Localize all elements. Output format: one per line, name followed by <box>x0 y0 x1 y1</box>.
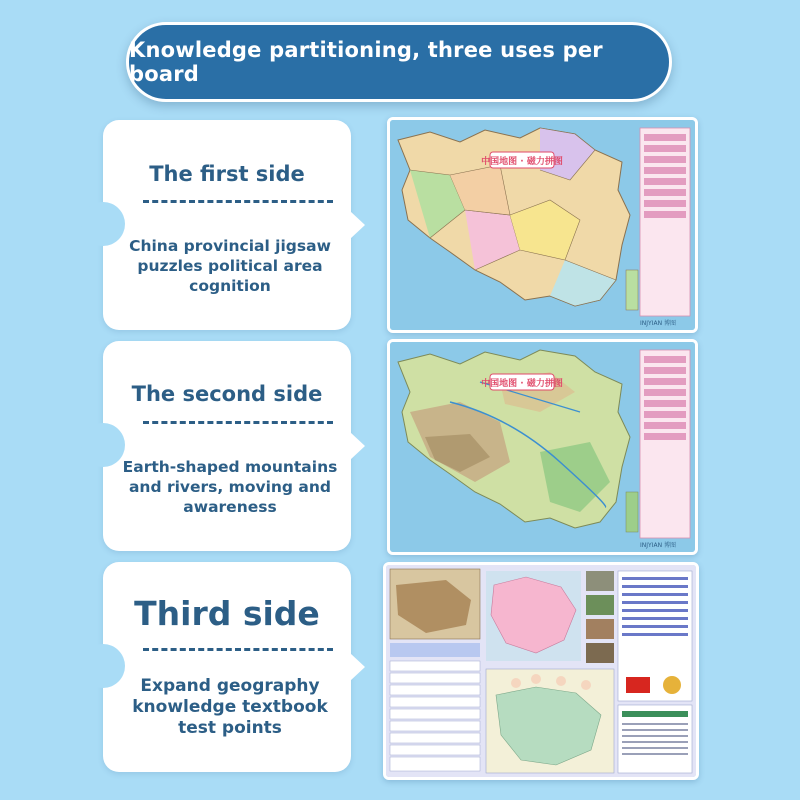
side-description: China provincial jigsaw puzzles political area cognition <box>129 237 331 295</box>
side-title: The second side <box>131 382 323 406</box>
card-arrow-pointer <box>350 432 365 460</box>
side-description: Earth-shaped mountains and rivers, moving and awareness <box>122 458 338 516</box>
side-card-first <box>103 120 351 330</box>
map-knowledge <box>383 562 699 780</box>
banner-text: Knowledge partitioning, three uses per board <box>129 38 603 86</box>
dashed-divider <box>143 200 333 203</box>
side-description: Expand geography knowledge textbook test points <box>132 676 328 738</box>
map-title-label: 中国地图 · 磁力拼图 <box>481 379 563 389</box>
side-title: The first side <box>149 162 305 186</box>
brand-label: INJYIAN 博图 <box>640 320 676 327</box>
map-title-label: 中国地图 · 磁力拼图 <box>481 157 563 167</box>
side-card-third <box>103 562 351 772</box>
header-banner <box>126 22 672 102</box>
side-title: Third side <box>134 594 320 633</box>
dashed-divider <box>143 421 333 424</box>
card-arrow-pointer <box>350 653 365 681</box>
card-arrow-pointer <box>350 211 365 239</box>
brand-label: INJYIAN 博图 <box>640 542 676 549</box>
map-physical <box>387 339 698 555</box>
dashed-divider <box>143 648 333 651</box>
side-card-second <box>103 341 351 551</box>
map-political <box>387 117 698 333</box>
